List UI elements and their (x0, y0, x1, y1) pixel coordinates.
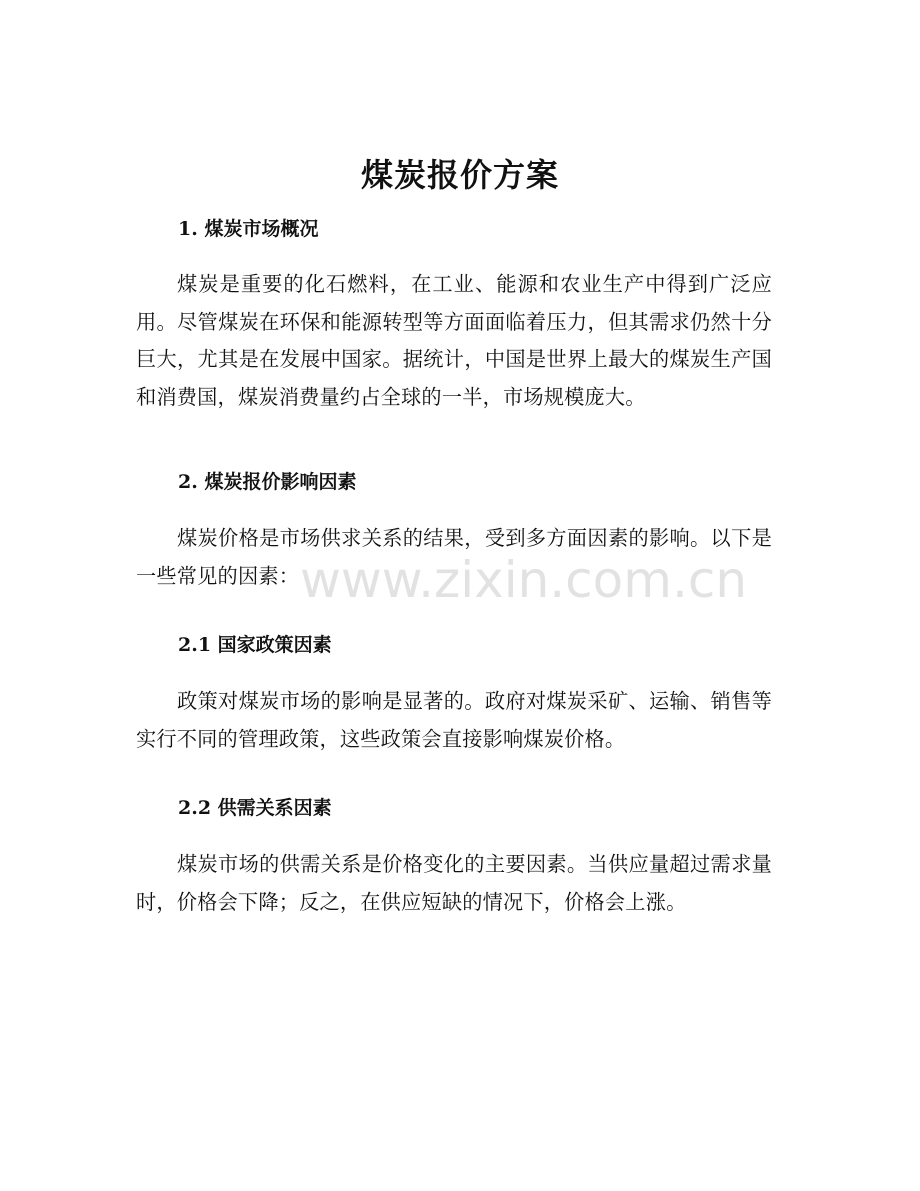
document-title: 煤炭报价方案 (360, 156, 559, 194)
section-paragraph-1: 煤炭是重要的化石燃料，在工业、能源和农业生产中得到广泛应用。尽管煤炭在环保和能源转型等方面面临着压力，但其需求仍然十分巨大，尤其是在发展中国家。据统计，中国是世界上最大的煤炭生产国和消费国，煤炭消费量约占全球的一半，市场规模庞大。 (136, 272, 772, 409)
section-paragraph-2-2: 煤炭市场的供需关系是价格变化的主要因素。当供应量超过需求量时，价格会下降；反之，在供应短缺的情况下，价格会上涨。 (136, 852, 772, 914)
section-paragraph-2-1: 政策对煤炭市场的影响是显著的。政府对煤炭采矿、运输、销售等实行不同的管理政策，这些政策会直接影响煤炭价格。 (136, 689, 772, 751)
section-heading-2-2: 2.2 供需关系因素 (178, 797, 332, 819)
section-heading-2-1: 2.1 国家政策因素 (178, 634, 332, 656)
section-heading-2: 2. 煤炭报价影响因素 (178, 471, 357, 493)
section-heading-1: 1. 煤炭市场概况 (178, 218, 319, 240)
watermark: www.zixin.com.cn (300, 551, 748, 609)
section-paragraph-2: 煤炭价格是市场供求关系的结果，受到多方面因素的影响。以下是一些常见的因素： (136, 526, 772, 588)
